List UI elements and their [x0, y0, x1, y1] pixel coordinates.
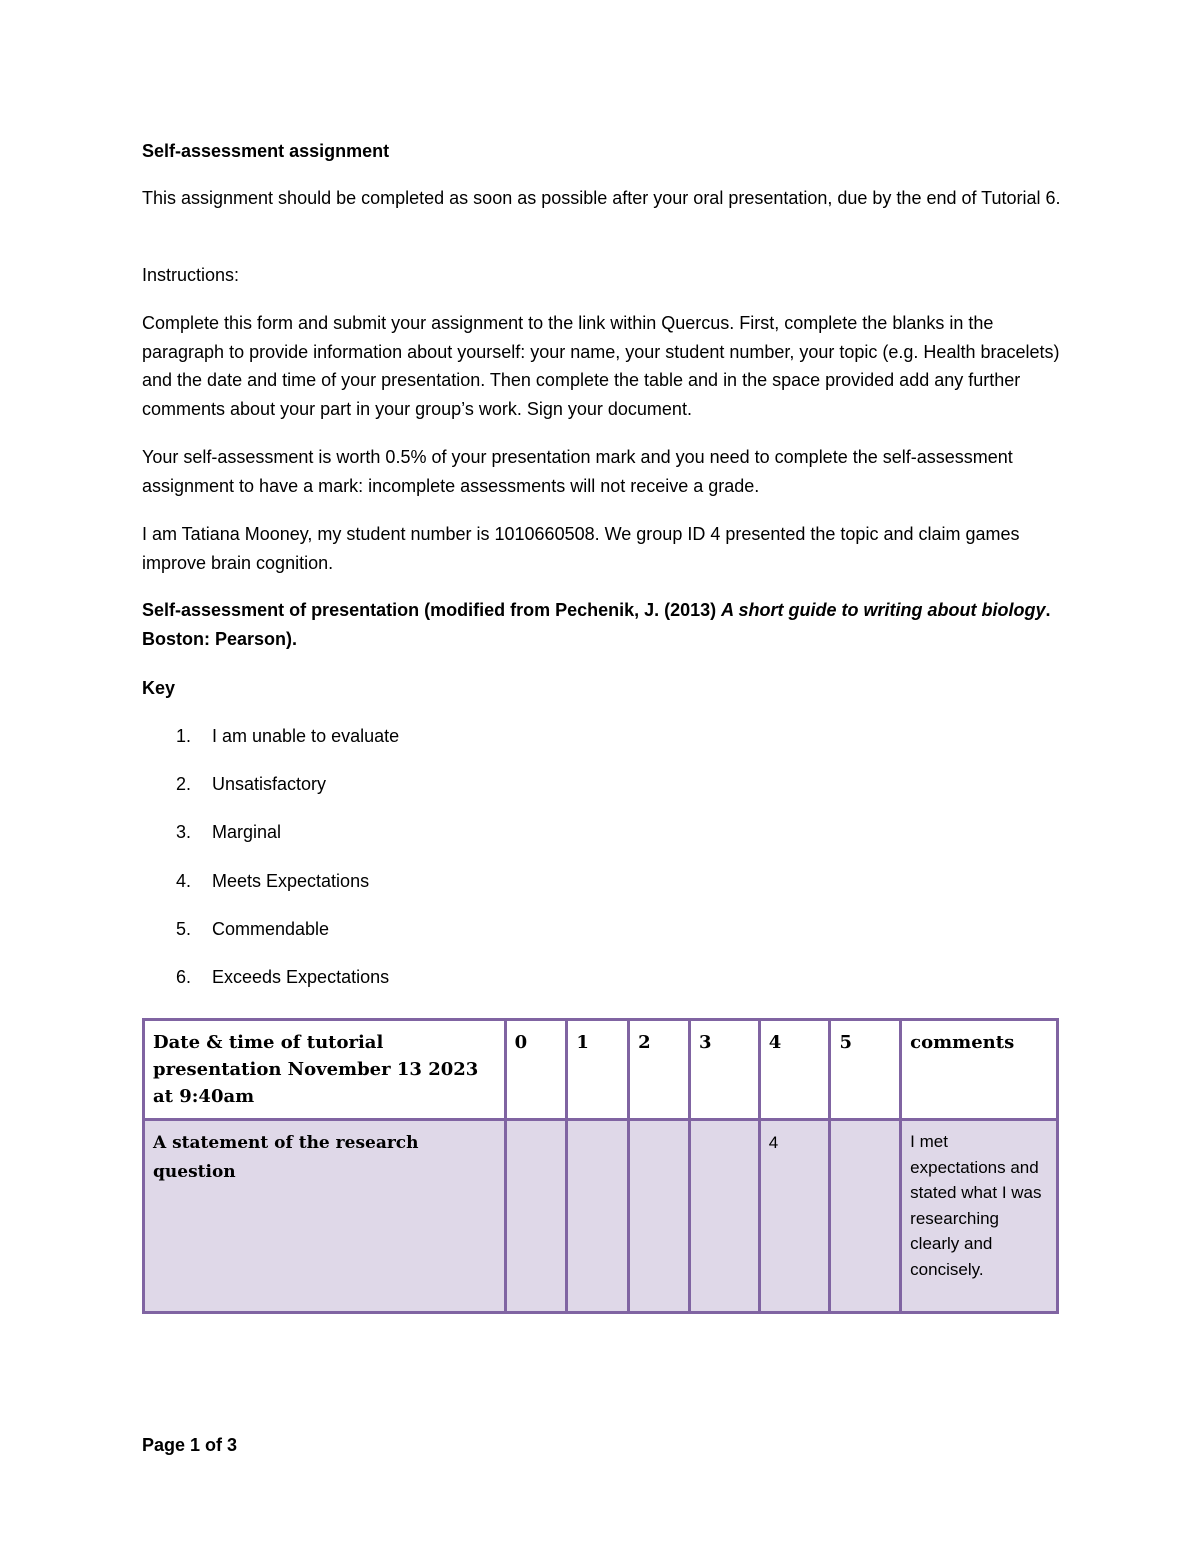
key-item — [142, 915, 399, 963]
key-item — [142, 770, 399, 818]
table-header-row — [144, 1020, 1058, 1120]
table-row — [144, 1120, 1058, 1313]
worth-paragraph: Your self-assessment is worth 0.5% of your presentation mark and you need to complete the self-assessment assignment to have a mark: incomplete assessments will not receive a grade. — [142, 447, 1013, 496]
intro-paragraph: This assignment should be completed as soon as possible after your oral presentation, due by the end of Tutorial 6. — [142, 188, 1061, 208]
student-statement: I am Tatiana Mooney, my student number is 1010660508. We group ID 4 presented the topic and claim games improve brain cognition. — [142, 524, 1020, 573]
header-score-4: 4 — [759, 1020, 830, 1120]
key-item-number: 3. — [176, 822, 192, 843]
header-comments: comments — [901, 1020, 1058, 1120]
score-cell-2[interactable] — [629, 1120, 690, 1313]
key-item — [142, 818, 399, 866]
key-item-number: 5. — [176, 918, 192, 939]
key-item — [142, 963, 399, 1011]
key-item-number: 2. — [176, 774, 192, 795]
subtitle-part1: Self-assessment of presentation (modified from Pechenik, J. (2013) — [142, 600, 722, 620]
key-item-number: 6. — [176, 966, 192, 987]
key-item-label: Exceeds Expectations — [212, 966, 390, 987]
subtitle-part2: . Boston: Pearson). — [142, 600, 1051, 649]
header-score-3: 3 — [689, 1020, 759, 1120]
header-score-2: 2 — [629, 1020, 690, 1120]
key-item — [142, 722, 399, 770]
header-score-5: 5 — [830, 1020, 901, 1120]
score-cell-5[interactable] — [830, 1120, 901, 1313]
score-cell-0[interactable] — [505, 1120, 567, 1313]
key-item-number: 1. — [176, 726, 192, 746]
page-number: Page 1 of 3 — [142, 1435, 238, 1455]
key-heading: Key — [142, 678, 176, 698]
key-item-label: Meets Expectations — [212, 870, 370, 891]
assessment-subtitle — [142, 596, 1062, 653]
key-item-number: 4. — [176, 870, 192, 891]
key-list — [142, 722, 399, 1011]
key-item — [142, 867, 399, 915]
score-cell-3[interactable] — [689, 1120, 759, 1313]
header-score-1: 1 — [567, 1020, 629, 1120]
header-date-time: Date & time of tutorial presentation November 13 2023 at 9:40am — [144, 1020, 506, 1120]
header-score-0: 0 — [505, 1020, 567, 1120]
assessment-table — [142, 1018, 1059, 1314]
key-item-label: I am unable to evaluate — [212, 726, 400, 746]
key-item-label: Commendable — [212, 918, 330, 939]
document-title: Self-assessment assignment — [142, 141, 390, 161]
criterion-cell: A statement of the research question — [144, 1120, 506, 1313]
subtitle-book-title: A short guide to writing about biology — [721, 600, 1046, 620]
instructions-heading: Instructions: — [142, 265, 240, 285]
score-cell-1[interactable] — [567, 1120, 629, 1313]
comment-cell[interactable]: I met expectations and stated what I was researching clearly and concisely. — [901, 1120, 1058, 1313]
key-item-label: Unsatisfactory — [212, 774, 327, 795]
key-item-label: Marginal — [212, 822, 282, 843]
score-cell-4[interactable]: 4 — [759, 1120, 830, 1313]
instructions-body: Complete this form and submit your assignment to the link within Quercus. First, complete the blanks in the paragraph to provide information about yourself: your name, your student number, your topic (e.g. Health bracelets) and the date and time of your presentation. Then complete the table and in the space provided add any further comments about your part in your group’s work. Sign your document. — [142, 313, 1060, 419]
